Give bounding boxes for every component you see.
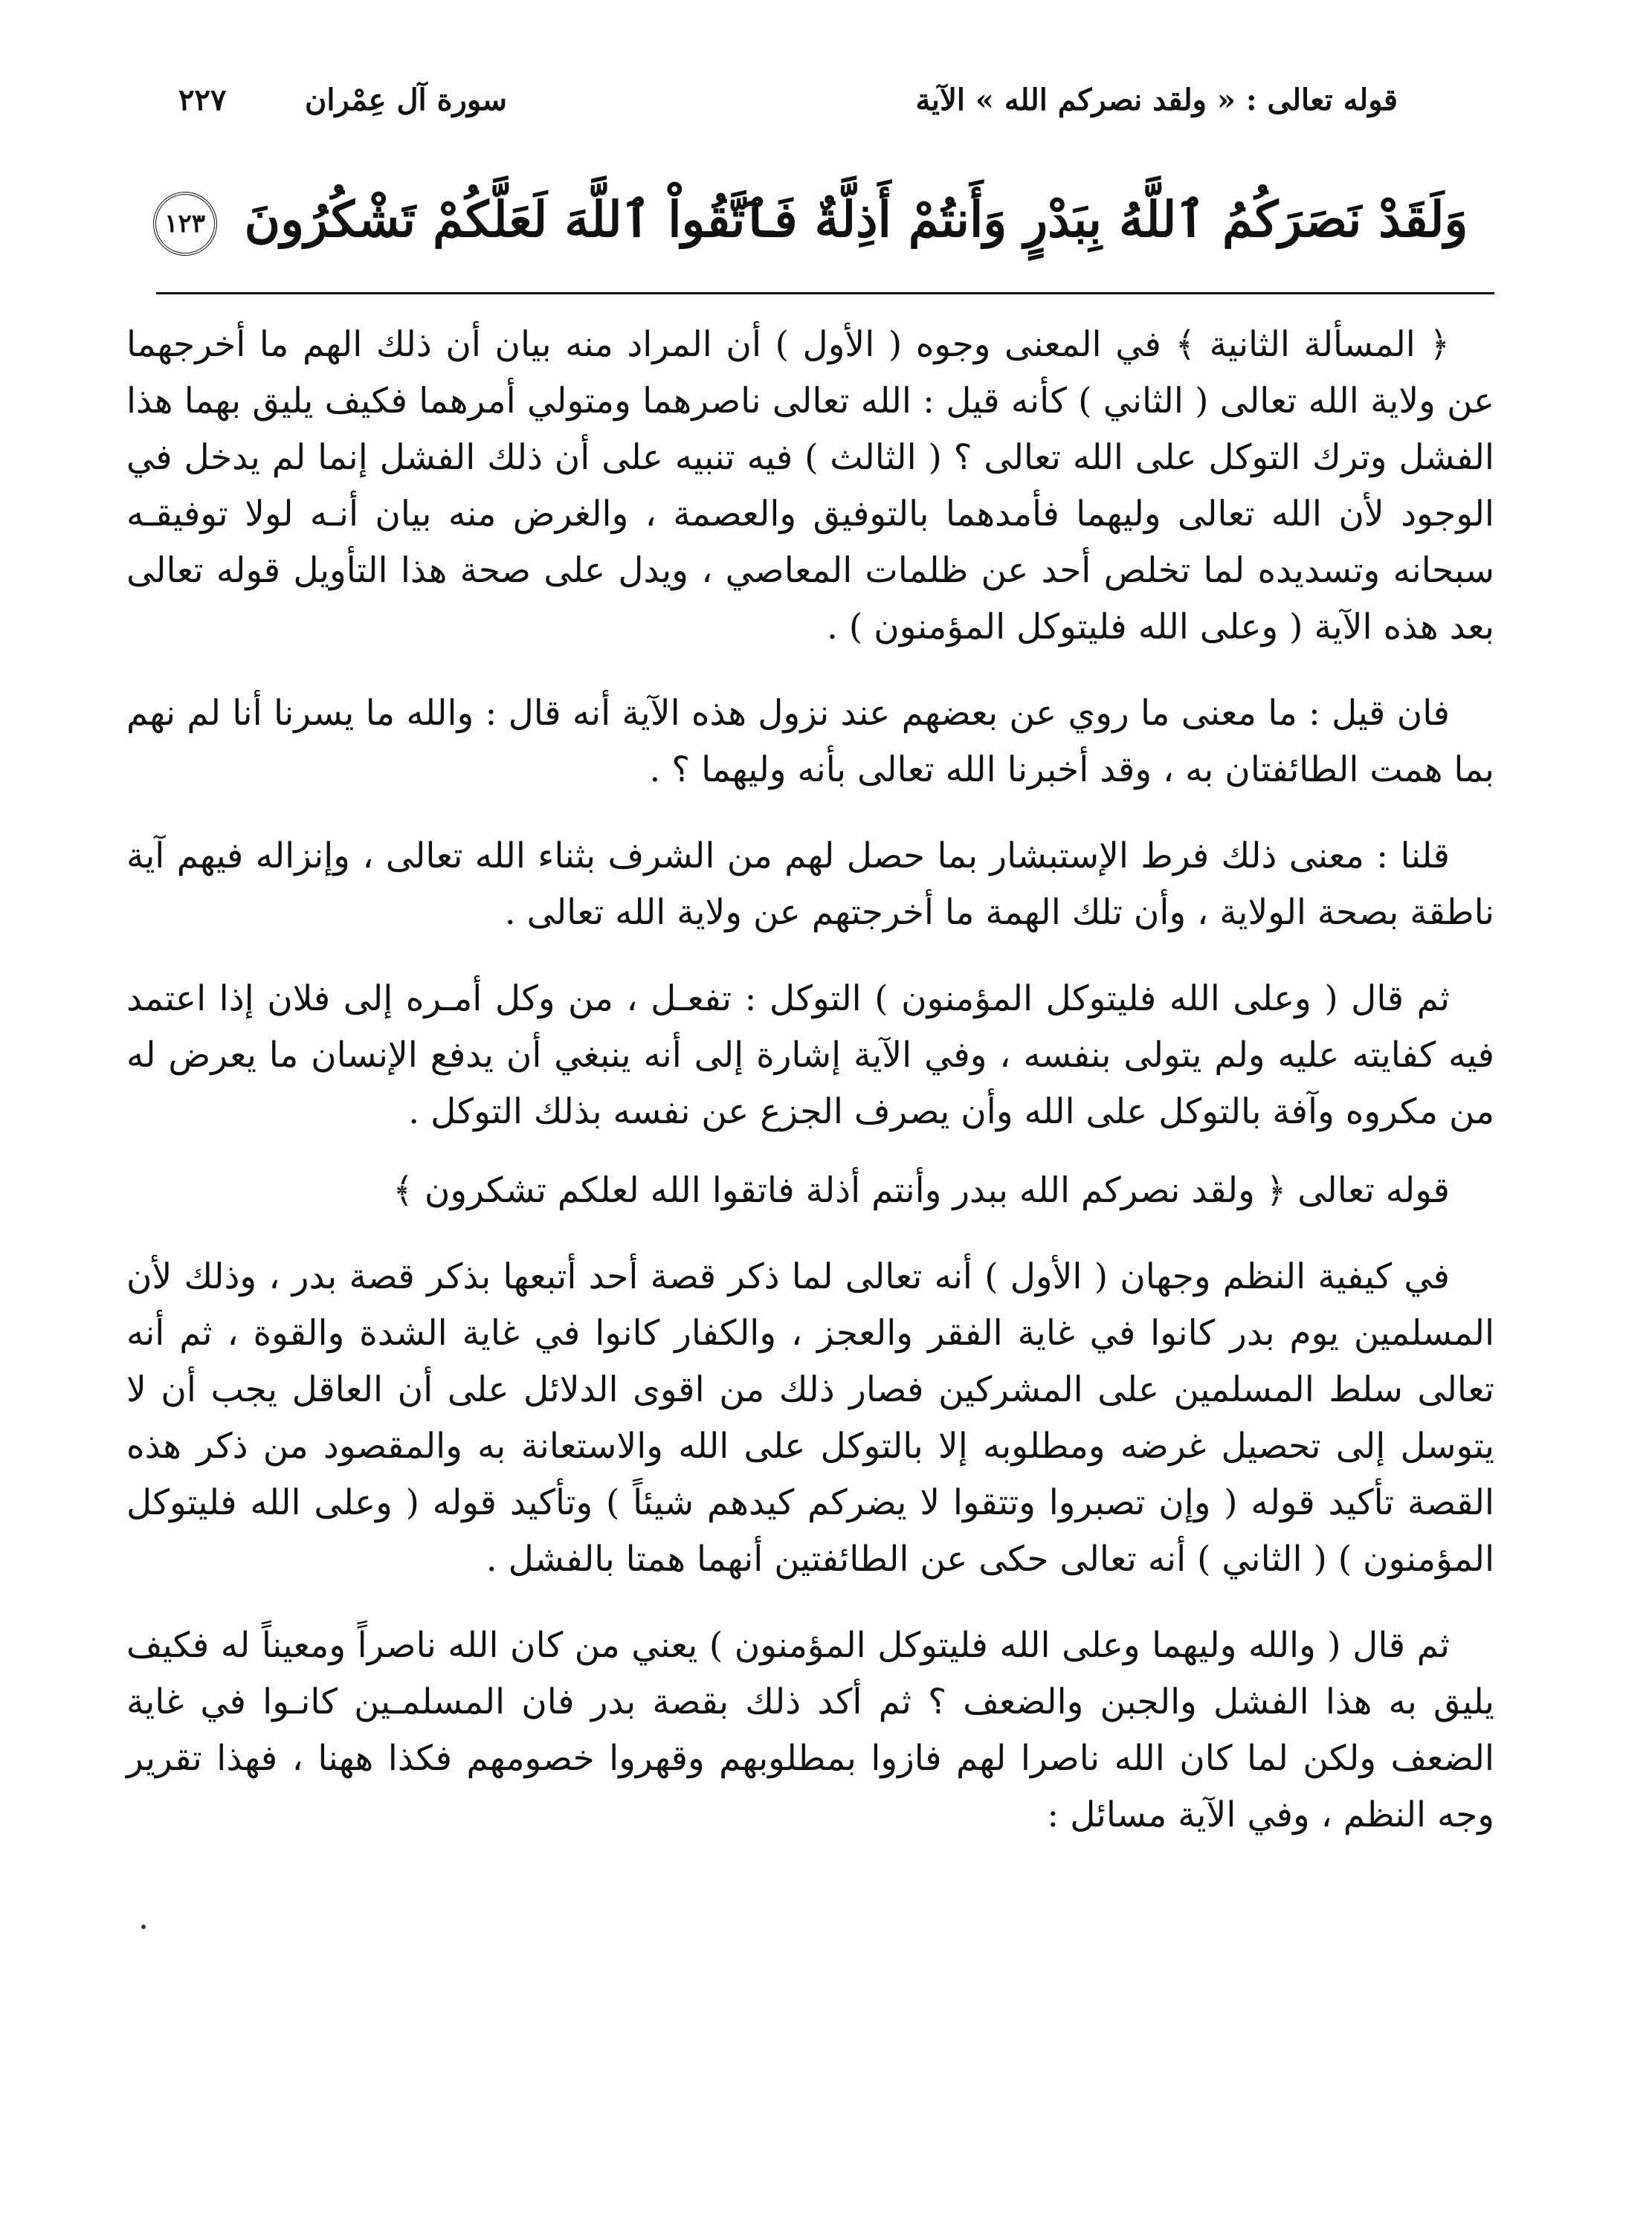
verse-number-medallion: ١٢٣ (153, 192, 217, 256)
book-page (126, 71, 1494, 2152)
header-divider (156, 292, 1494, 294)
paragraph-tawakkul: ثم قال ( وعلى الله فليتوكل المؤمنون ) التوكل : تفعـل ، من وكل أمـره إلى فلان إذا اعتمد فيه كفايته عليه ولم يتولى بنفسه ، وفي الآية إشارة إلى أنه ينبغي أن يدفع الإنسان ما يعرض له من مكروه وآفة بالتوكل على الله وأن يصرف الجزع عن نفسه بذلك التوكل . (126, 978, 1494, 1132)
running-header (126, 71, 1494, 130)
commentary-body (126, 317, 1494, 1844)
header-topic: قوله تعالى : « ولقد نصركم الله » الآية (915, 83, 1398, 117)
header-surah-name: سورة آل عِمْران (305, 83, 508, 117)
paragraph-answer: قلنا : معنى ذلك فرط الإستبشار بما حصل لهم من الشرف بثناء الله تعالى ، وإنزاله فيهم آية ناطقة بصحة الولاية ، وأن تلك الهمة ما أخرجتهم عن ولاية الله تعالى . (126, 836, 1494, 933)
verse-text: وَلَقَدْ نَصَرَكُمُ ٱللَّهُ بِبَدْرٍ وَأَنتُمْ أَذِلَّةٌ فَٱتَّقُواْ ٱللَّهَ لَعَلَّكُمْ تَشْكُرُونَ (244, 190, 1468, 248)
quran-verse (126, 175, 1494, 264)
paragraph-second-issue: ﴿ المسألة الثانية ﴾ في المعنى وجوه ( الأول ) أن المراد منه بيان أن ذلك الهم ما أخرجهما عن ولاية الله تعالى ( الثاني ) كأنه قيل : الله تعالى ناصرهما ومتولي أمرهما فكيف يليق بهما هذا الفشل وترك التوكل على الله تعالى ؟ ( الثالث ) فيه تنبيه على أن ذلك الفشل إنما لم يدخل في الوجود لأن الله تعالى وليهما فأمدهما بالتوفيق والعصمة ، والغرض منه بيان أنـه لولا توفيقـه سبحانه وتسديده لما تخلص أحد عن ظلمات المعاصي ، ويدل على صحة هذا التأويل قوله تعالى بعد هذه الآية ( وعلى الله فليتوكل المؤمنون ) . (126, 324, 1494, 647)
paragraph-arrangement: في كيفية النظم وجهان ( الأول ) أنه تعالى لما ذكر قصة أحد أتبعها بذكر قصة بدر ، وذلك لأن المسلمين يوم بدر كانوا في غاية الفقر والعجز ، والكفار كانوا في غاية الشدة والقوة ، ثم أنه تعالى سلط المسلمين على المشركين فصار ذلك من اقوى الدلائل على أن العاقل يجب أن لا يتوسل إلى تحصيل غرضه ومطلوبه إلا بالتوكل على الله والاستعانة به والمقصود من ذكر هذه القصة تأكيد قوله ( وإن تصبروا وتتقوا لا يضركم كيدهم شيئاً ) وتأكيد قوله ( وعلى الله فليتوكل المؤمنون ) ( الثاني ) أنه تعالى حكى عن الطائفتين أنهما همتا بالفشل . (126, 1256, 1494, 1580)
paragraph-objection: فان قيل : ما معنى ما روي عن بعضهم عند نزول هذه الآية أنه قال : والله ما يسرنا أنا لم نهم بما همت الطائفتان به ، وقد أخبرنا الله تعالى بأنه وليهما ؟ . (126, 693, 1494, 790)
paragraph-conclusion: ثم قال ( والله وليهما وعلى الله فليتوكل المؤمنون ) يعني من كان الله ناصراً ومعيناً له فكيف يليق به هذا الفشل والجبن والضعف ؟ ثم أكد ذلك بقصة بدر فان المسلمـين كانـوا في غاية الضعف ولكن لما كان الله ناصرا لهم فازوا بمطلوبهم وقهروا خصومهم فكذا ههنا ، فهذا تقرير وجه النظم ، وفي الآية مسائل : (126, 1625, 1494, 1835)
paragraph-verse-heading: قوله تعالى ﴿ ولقد نصركم الله ببدر وأنتم أذلة فاتقوا الله لعلكم تشكرون ﴾ (393, 1170, 1450, 1211)
page-speck (141, 1925, 146, 1929)
page-number: ٢٢٧ (178, 83, 227, 117)
